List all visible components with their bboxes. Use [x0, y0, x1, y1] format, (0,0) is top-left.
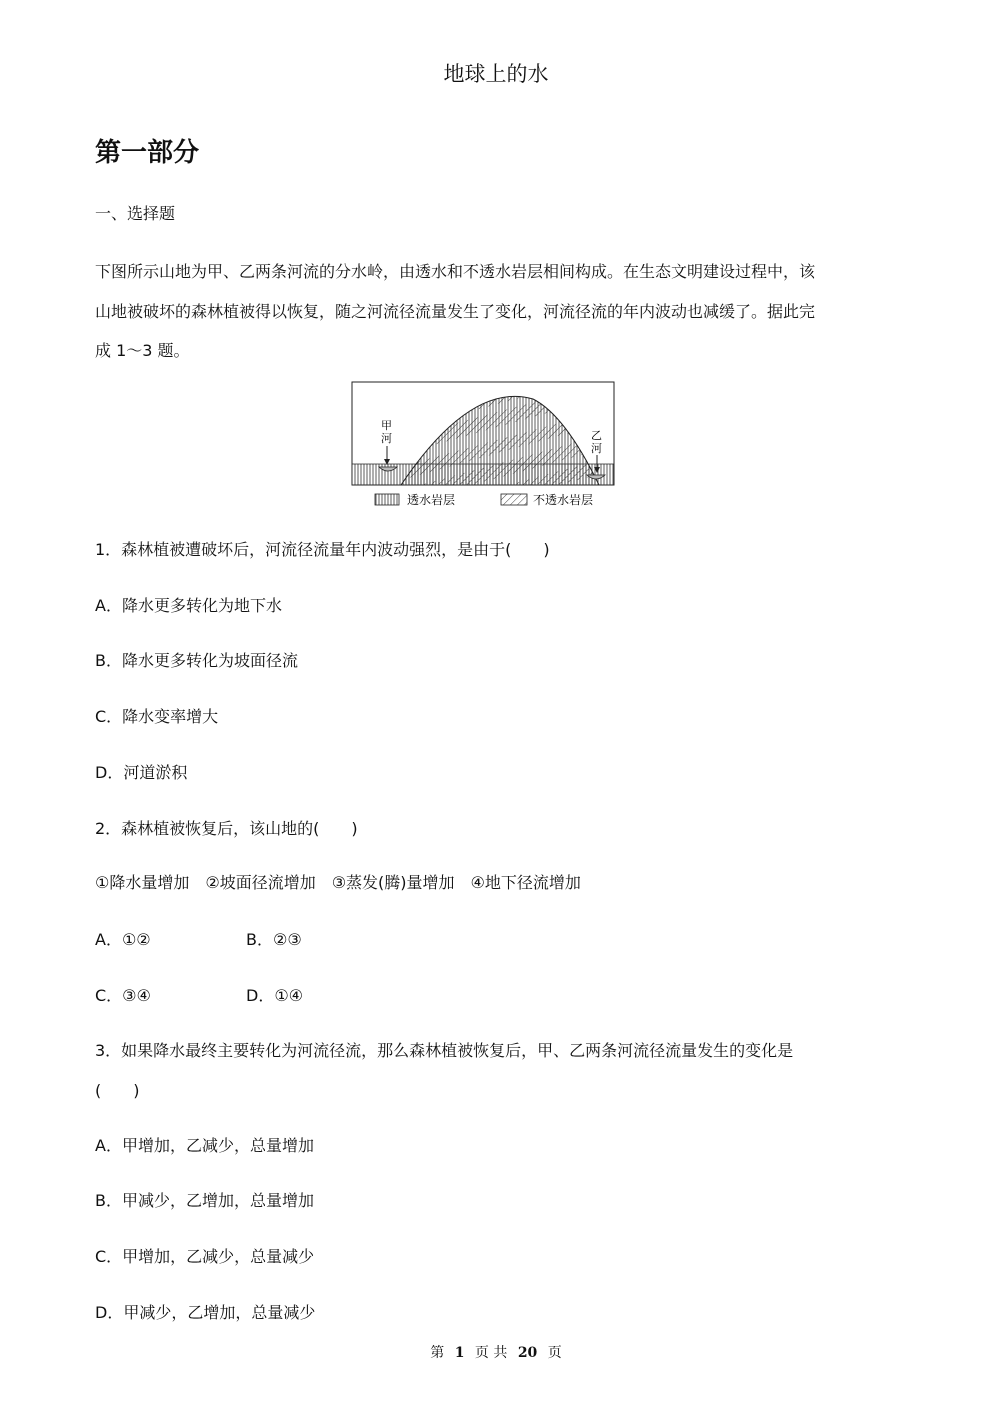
question-3-option-a: A．甲增加，乙减少，总量增加 — [95, 1136, 314, 1155]
footer-mid: 页 共 — [474, 1345, 508, 1361]
question-3-option-c: C．甲增加，乙减少，总量减少 — [95, 1247, 315, 1266]
question-3-option-b: B．甲减少，乙增加，总量增加 — [95, 1191, 314, 1210]
question-1-option-b: B．降水更多转化为坡面径流 — [95, 651, 298, 670]
intro-paragraph — [95, 252, 885, 371]
section-heading: 一、选择题 — [95, 204, 176, 223]
legend-impermeable-label: 不透水岩层 — [533, 493, 594, 507]
question-2-option-c: C．③④ — [95, 986, 151, 1005]
river-right-label: 河 — [591, 442, 602, 455]
question-1-option-c: C．降水变率增大 — [95, 707, 219, 726]
intro-line: 成 1～3 题。 — [95, 341, 190, 360]
river-left-label: 甲 — [381, 419, 392, 432]
page-number: 1 — [454, 1345, 465, 1361]
footer-suffix: 页 — [547, 1345, 562, 1361]
question-3-stem-cont: ( ) — [95, 1081, 140, 1100]
footer-prefix: 第 — [430, 1345, 445, 1361]
page-total: 20 — [517, 1345, 538, 1361]
river-left-label: 河 — [381, 432, 392, 445]
intro-line: 下图所示山地为甲、乙两条河流的分水岭，由透水和不透水岩层相间构成。在生态文明建设过程中，该 — [95, 262, 816, 281]
question-1-option-d: D．河道淤积 — [95, 763, 188, 782]
question-3-stem: 3．如果降水最终主要转化为河流径流，那么森林植被恢复后，甲、乙两条河流径流量发生的变化是 — [95, 1041, 794, 1060]
river-right-label: 乙 — [591, 429, 602, 442]
question-2-stem: 2．森林植被恢复后，该山地的( ) — [95, 819, 358, 838]
intro-line: 山地被破坏的森林植被得以恢复，随之河流径流量发生了变化，河流径流的年内波动也减缓了。据此完 — [95, 301, 816, 321]
legend-permeable-swatch — [375, 494, 399, 505]
question-1-stem: 1．森林植被遭破坏后，河流径流量年内波动强烈，是由于( ) — [95, 540, 550, 559]
document-title: 地球上的水 — [443, 62, 549, 86]
question-2-option-a: A．①② — [95, 930, 151, 949]
question-2-option-b: B．②③ — [246, 930, 302, 949]
question-2-option-d: D．①④ — [246, 986, 304, 1005]
question-1-option-a: A．降水更多转化为地下水 — [95, 596, 282, 615]
geology-diagram — [351, 381, 617, 513]
part-heading: 第一部分 — [95, 138, 200, 168]
question-2-items: ①降水量增加 ②坡面径流增加 ③蒸发(腾)量增加 ④地下径流增加 — [95, 873, 581, 892]
legend-permeable-label: 透水岩层 — [407, 493, 456, 507]
question-3-option-d: D．甲减少，乙增加，总量减少 — [95, 1303, 316, 1322]
page-footer — [0, 1342, 992, 1362]
legend-impermeable-swatch — [501, 494, 527, 505]
